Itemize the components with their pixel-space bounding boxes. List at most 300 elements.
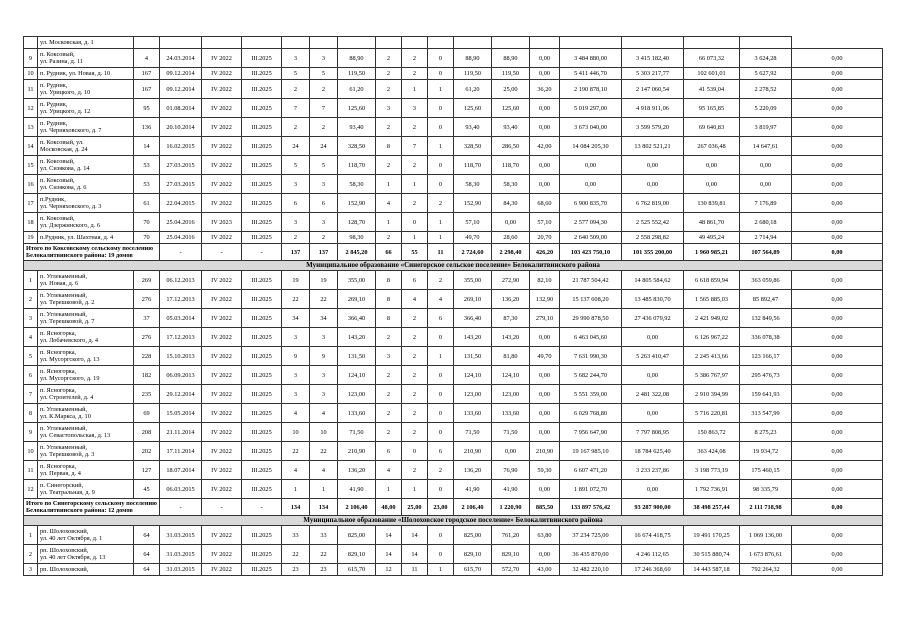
table-cell: 123,00 <box>454 385 492 404</box>
table-cell: 37 <box>134 309 160 328</box>
table-cell: 143,20 <box>492 328 530 347</box>
table-cell: 3 <box>376 99 402 118</box>
address-cell: п. Ясногорка, ул. Лобачевского, д. 4 <box>38 328 134 347</box>
table-cell: 53 <box>134 156 160 175</box>
table-cell: 0 <box>428 99 454 118</box>
table-cell: 0,00 <box>492 442 530 461</box>
table-cell: 0,00 <box>530 156 560 175</box>
table-cell: III.2025 <box>242 156 282 175</box>
table-cell: 0,00 <box>622 366 684 385</box>
table-row <box>24 385 883 404</box>
table-cell: 15.05.2014 <box>160 404 202 423</box>
table-cell: 2 <box>402 423 428 442</box>
table-cell: 6 463 045,60 <box>560 328 622 347</box>
table-cell: 1 <box>428 137 454 156</box>
table-cell: 1 <box>24 526 38 545</box>
table-cell: 0 <box>428 480 454 499</box>
table-cell: 17.12.2013 <box>160 328 202 347</box>
table-cell: 2 577 094,30 <box>560 213 622 232</box>
table-cell: 124,10 <box>454 366 492 385</box>
table-row <box>24 404 883 423</box>
table-cell: 25.04.2016 <box>160 232 202 244</box>
table-cell: 3 <box>282 366 310 385</box>
table-cell: 19 934,72 <box>740 442 792 461</box>
table-cell: 119,50 <box>492 68 530 80</box>
table-row <box>24 328 883 347</box>
table-cell: 23 <box>310 564 338 576</box>
table-cell: 2 <box>282 118 310 137</box>
table-cell: III.2025 <box>242 175 282 194</box>
total-label: Итого по Синегорскому сельскому поселению Белокалитвинского района: 12 домов <box>24 499 160 516</box>
table-cell: III.2025 <box>242 347 282 366</box>
table-cell <box>492 37 530 49</box>
address-cell: п. Рудник, ул. Новая, д. 10 <box>38 68 134 80</box>
section-header-row <box>24 261 883 271</box>
table-cell: 125,60 <box>492 99 530 118</box>
table-cell: 125,60 <box>454 99 492 118</box>
table-cell: 15 <box>24 156 38 175</box>
table-cell: 57,10 <box>530 213 560 232</box>
table-cell: 2 <box>376 156 402 175</box>
table-cell: 133,60 <box>338 404 376 423</box>
table-cell: 5 303 217,77 <box>622 68 684 80</box>
table-row <box>24 545 883 564</box>
table-cell: 286,50 <box>492 137 530 156</box>
table-cell: 64 <box>134 545 160 564</box>
table-row <box>24 37 883 49</box>
total-cell: - <box>242 499 282 516</box>
table-cell: 5 682 244,70 <box>560 366 622 385</box>
table-cell: III.2025 <box>242 213 282 232</box>
table-cell: 2 421 949,02 <box>684 309 740 328</box>
table-cell: 2 <box>402 156 428 175</box>
table-cell: 5 263 410,47 <box>622 347 684 366</box>
total-row <box>24 499 883 516</box>
table-cell: 125,60 <box>338 99 376 118</box>
table-cell: 1 <box>428 232 454 244</box>
table-cell: 0,00 <box>622 480 684 499</box>
table-cell: 6 <box>282 194 310 213</box>
table-cell: 2 <box>376 232 402 244</box>
table-cell: 1 <box>402 480 428 499</box>
table-cell: 2 <box>376 423 402 442</box>
table-cell: 17 <box>24 194 38 213</box>
table-cell: 0,00 <box>792 545 883 564</box>
table-cell: IV 2022 <box>202 385 242 404</box>
table-cell: 01.08.2014 <box>160 99 202 118</box>
table-cell: 0 <box>428 118 454 137</box>
table-cell: 208 <box>134 423 160 442</box>
table-cell: 0,00 <box>792 175 883 194</box>
table-cell: 49,70 <box>454 232 492 244</box>
table-cell: 272,90 <box>492 271 530 290</box>
table-cell: 36 435 870,00 <box>560 545 622 564</box>
address-cell: ул. Московская, д. 1 <box>38 37 134 49</box>
table-cell: 12 <box>376 564 402 576</box>
table-cell: 6 126 967,22 <box>684 328 740 347</box>
table-cell: 0,00 <box>792 385 883 404</box>
table-cell: IV 2022 <box>202 99 242 118</box>
total-cell: 2 845,20 <box>338 244 376 261</box>
table-cell: 21.11.2014 <box>160 423 202 442</box>
table-cell: 09.12.2014 <box>160 68 202 80</box>
table-cell: 0,00 <box>530 68 560 80</box>
table-cell: 14 443 587,18 <box>684 564 740 576</box>
table-cell: 0 <box>428 526 454 545</box>
table-cell <box>202 37 242 49</box>
table-cell: 131,50 <box>338 347 376 366</box>
table-cell: 5 551 359,00 <box>560 385 622 404</box>
table-row <box>24 99 883 118</box>
address-cell: п. Коксовый, ул. Сизякова, д. 14 <box>38 156 134 175</box>
table-cell: 14 <box>376 526 402 545</box>
table-cell: 0,00 <box>792 213 883 232</box>
table-cell: 84,30 <box>492 194 530 213</box>
table-cell: III.2025 <box>242 99 282 118</box>
table-cell: 123 166,17 <box>740 347 792 366</box>
table-cell: 0 <box>428 175 454 194</box>
table-cell: 0,00 <box>792 461 883 480</box>
table-cell: 1 <box>376 213 402 232</box>
table-cell: 13 485 830,70 <box>622 290 684 309</box>
table-cell: 8 <box>24 404 38 423</box>
address-cell: п. Ясногорка, ул. Мусоргского, д. 19 <box>38 366 134 385</box>
table-cell: 2 <box>310 232 338 244</box>
table-cell: 41,90 <box>492 480 530 499</box>
table-cell <box>454 37 492 49</box>
table-cell: IV 2022 <box>202 423 242 442</box>
address-cell: п. Коксовый, ул. Разина, д. 11 <box>38 49 134 68</box>
table-cell: 363 424,08 <box>684 442 740 461</box>
table-cell: 87,30 <box>492 309 530 328</box>
table-cell: 167 <box>134 80 160 99</box>
total-cell: 25,00 <box>402 499 428 516</box>
table-cell: 1 792 736,91 <box>684 480 740 499</box>
table-cell: 41 539,04 <box>684 80 740 99</box>
table-cell: 1 <box>428 213 454 232</box>
table-cell: 32 482 220,10 <box>560 564 622 576</box>
table-cell: 5 <box>310 156 338 175</box>
address-cell: п. Коксовый, ул. Сизякова, д. 6 <box>38 175 134 194</box>
table-cell: 0,00 <box>530 423 560 442</box>
table-cell: 336 078,38 <box>740 328 792 347</box>
table-cell: 3 <box>24 309 38 328</box>
table-cell: 4 <box>282 404 310 423</box>
total-cell: 137 <box>310 244 338 261</box>
table-cell: 6 <box>24 366 38 385</box>
table-cell: 133,60 <box>492 404 530 423</box>
table-cell: 2 <box>376 385 402 404</box>
table-cell: 10 <box>24 68 38 80</box>
table-cell: 6 900 835,70 <box>560 194 622 213</box>
total-cell: 426,20 <box>530 244 560 261</box>
table-cell: 0,00 <box>530 175 560 194</box>
table-cell: 202 <box>134 442 160 461</box>
table-cell: 2 <box>402 404 428 423</box>
table-row <box>24 80 883 99</box>
table-cell: 4 <box>24 328 38 347</box>
table-cell: 0,00 <box>792 194 883 213</box>
table-cell: 9 <box>24 49 38 68</box>
table-cell: 14 647,61 <box>740 137 792 156</box>
table-cell: III.2025 <box>242 461 282 480</box>
table-cell: III.2025 <box>242 49 282 68</box>
table-cell: 2 <box>402 347 428 366</box>
table-cell <box>282 37 310 49</box>
table-cell: III.2025 <box>242 385 282 404</box>
table-cell: 127 <box>134 461 160 480</box>
table-cell <box>24 37 38 49</box>
table-cell: 0,00 <box>792 423 883 442</box>
table-cell: 1 <box>376 175 402 194</box>
table-cell: 63,80 <box>530 526 560 545</box>
table-cell: IV 2022 <box>202 194 242 213</box>
table-cell: IV 2022 <box>202 309 242 328</box>
table-cell: 21 787 504,42 <box>560 271 622 290</box>
table-cell: 4 <box>282 461 310 480</box>
table-cell: 10 <box>310 423 338 442</box>
table-cell: 1 <box>402 232 428 244</box>
table-cell: 0,00 <box>530 480 560 499</box>
table-cell: 5 <box>24 347 38 366</box>
table-cell: IV 2022 <box>202 80 242 99</box>
address-cell: п. Коксовый, ул. Московская, д. 24 <box>38 137 134 156</box>
table-cell: 829,10 <box>454 545 492 564</box>
table-cell <box>684 37 740 49</box>
table-cell: 792 264,32 <box>740 564 792 576</box>
table-cell: 4 <box>428 290 454 309</box>
table-cell: 159 641,93 <box>740 385 792 404</box>
table-cell: 7 797 808,95 <box>622 423 684 442</box>
table-cell: 5 411 446,70 <box>560 68 622 80</box>
total-cell: 23,00 <box>428 499 454 516</box>
total-cell: - <box>202 244 242 261</box>
table-cell: 49 495,24 <box>684 232 740 244</box>
table-cell: 3 673 040,00 <box>560 118 622 137</box>
table-cell: 2 278,52 <box>740 80 792 99</box>
table-cell: 2 <box>402 49 428 68</box>
table-row <box>24 232 883 244</box>
table-cell <box>530 37 560 49</box>
table-cell: IV 2022 <box>202 480 242 499</box>
total-cell: 2 724,60 <box>454 244 492 261</box>
table-cell: 3 <box>376 347 402 366</box>
table-cell: 0,00 <box>740 156 792 175</box>
table-cell: 0 <box>428 385 454 404</box>
table-cell: 61,20 <box>338 80 376 99</box>
table-cell: 0,00 <box>622 156 684 175</box>
table-cell: 06.09.2013 <box>160 366 202 385</box>
table-cell: 64 <box>134 526 160 545</box>
table-cell: 152,90 <box>454 194 492 213</box>
total-cell: 38 498 257,44 <box>684 499 740 516</box>
table-cell: 22 <box>282 290 310 309</box>
table-cell: 3 599 579,20 <box>622 118 684 137</box>
table-cell: 5 <box>310 68 338 80</box>
table-cell: IV 2022 <box>202 137 242 156</box>
table-row <box>24 194 883 213</box>
table-cell: 124,10 <box>492 366 530 385</box>
table-cell: 3 484 880,00 <box>560 49 622 68</box>
table-cell: 36,20 <box>530 80 560 99</box>
table-cell: 11 <box>24 80 38 99</box>
table-cell: 8 <box>376 271 402 290</box>
table-cell: 14 <box>376 545 402 564</box>
table-cell: III.2025 <box>242 309 282 328</box>
table-cell: 3 <box>402 99 428 118</box>
table-cell: 27.03.2015 <box>160 175 202 194</box>
table-cell: 68,60 <box>530 194 560 213</box>
total-cell: 103 423 750,10 <box>560 244 622 261</box>
table-row <box>24 347 883 366</box>
table-cell: 0 <box>428 545 454 564</box>
table-cell: 2 714,94 <box>740 232 792 244</box>
table-cell: 41,90 <box>338 480 376 499</box>
table-cell: 0,00 <box>684 175 740 194</box>
table-cell: 3 <box>282 213 310 232</box>
address-cell: п. Углекаменный, ул. К.Маркса, д. 10 <box>38 404 134 423</box>
table-cell: 0,00 <box>792 99 883 118</box>
table-cell: 2 <box>376 366 402 385</box>
table-cell: 22.04.2015 <box>160 194 202 213</box>
table-cell: IV 2022 <box>202 232 242 244</box>
table-cell: 28,60 <box>492 232 530 244</box>
table-cell: 0,00 <box>530 545 560 564</box>
table-cell: 53 <box>134 175 160 194</box>
table-cell: 128,70 <box>338 213 376 232</box>
table-cell: 0,00 <box>530 49 560 68</box>
table-cell: 18 <box>24 213 38 232</box>
table-cell: 17.11.2014 <box>160 442 202 461</box>
table-cell: 29.12.2014 <box>160 385 202 404</box>
table-cell: 0,00 <box>792 118 883 137</box>
total-row <box>24 244 883 261</box>
table-cell: 0,00 <box>560 156 622 175</box>
table-cell: 132,90 <box>530 290 560 309</box>
table-cell: 23 <box>282 564 310 576</box>
table-cell: 175 460,15 <box>740 461 792 480</box>
table-cell: III.2025 <box>242 118 282 137</box>
table-cell: 43,00 <box>530 564 560 576</box>
total-cell: - <box>160 244 202 261</box>
table-cell: 06.03.2015 <box>160 480 202 499</box>
table-cell: 1 <box>428 564 454 576</box>
table-cell: 118,70 <box>492 156 530 175</box>
table-cell: 8 <box>376 290 402 309</box>
table-cell: 19 <box>24 232 38 244</box>
table-row <box>24 68 883 80</box>
table-cell: 2 <box>402 194 428 213</box>
table-cell: 16.02.2015 <box>160 137 202 156</box>
total-cell: 885,50 <box>530 499 560 516</box>
table-cell: 93,40 <box>338 118 376 137</box>
table-cell: 136,20 <box>338 461 376 480</box>
table-cell: 0,00 <box>492 213 530 232</box>
table-cell: III.2025 <box>242 526 282 545</box>
table-cell: IV 2022 <box>202 271 242 290</box>
table-cell: 130 839,81 <box>684 194 740 213</box>
table-cell: 6 618 859,94 <box>684 271 740 290</box>
address-cell: п. Углекаменный, ул. Терешковой, д. 3 <box>38 442 134 461</box>
total-cell: - <box>242 244 282 261</box>
table-cell: 22 <box>310 442 338 461</box>
table-cell: 20,70 <box>530 232 560 244</box>
table-cell: 269,10 <box>454 290 492 309</box>
address-cell: п. Углекаменный, ул. Новая, д. 6 <box>38 271 134 290</box>
table-cell: 1 673 876,61 <box>740 545 792 564</box>
table-cell: III.2025 <box>242 545 282 564</box>
table-cell: 2 <box>282 232 310 244</box>
table-cell: 2 680,18 <box>740 213 792 232</box>
table-row <box>24 423 883 442</box>
table-cell: 93,40 <box>454 118 492 137</box>
table-cell: 228 <box>134 347 160 366</box>
table-row <box>24 271 883 290</box>
table-cell: 2 <box>310 80 338 99</box>
table-cell: 4 918 911,06 <box>622 99 684 118</box>
table-cell: 71,50 <box>338 423 376 442</box>
table-cell: 0,00 <box>740 175 792 194</box>
table-cell: 2 245 413,66 <box>684 347 740 366</box>
table-cell: 11 <box>402 564 428 576</box>
table-cell: 17.12.2013 <box>160 290 202 309</box>
table-cell: 59,30 <box>530 461 560 480</box>
table-cell: 22 <box>282 442 310 461</box>
table-cell: 2 558 298,82 <box>622 232 684 244</box>
table-cell: 3 <box>310 328 338 347</box>
address-cell: п. Ясногорка, ул. Мусоргского, д. 13 <box>38 347 134 366</box>
table-cell: 572,70 <box>492 564 530 576</box>
table-cell <box>402 37 428 49</box>
table-cell: 3 <box>310 366 338 385</box>
table-cell: 69 <box>134 404 160 423</box>
table-cell: 2 <box>376 328 402 347</box>
table-cell: 31.03.2015 <box>160 545 202 564</box>
table-cell: 2 <box>24 290 38 309</box>
table-row <box>24 49 883 68</box>
table-cell: 0 <box>428 68 454 80</box>
table-cell: 49,70 <box>530 347 560 366</box>
table-cell: 41,90 <box>454 480 492 499</box>
table-row <box>24 366 883 385</box>
table-cell: 8 <box>376 137 402 156</box>
total-label: Итого по Коксовскому сельскому поселению Белокалитвинского района: 19 домов <box>24 244 160 261</box>
table-cell: 82,10 <box>530 271 560 290</box>
table-cell: 7 <box>24 385 38 404</box>
table-cell: 70 <box>134 232 160 244</box>
address-cell: рп. Шолоховский, ул. 40 лет Октября, д. 13 <box>38 545 134 564</box>
table-cell: 06.12.2013 <box>160 271 202 290</box>
total-cell: 11 <box>428 244 454 261</box>
table-cell: 2 910 394,99 <box>684 385 740 404</box>
table-cell: 27 436 079,92 <box>622 309 684 328</box>
total-cell: 2 106,40 <box>454 499 492 516</box>
table-cell: 0,00 <box>792 290 883 309</box>
table-cell: III.2025 <box>242 404 282 423</box>
table-cell: 124,10 <box>338 366 376 385</box>
table-cell: 98 335,79 <box>740 480 792 499</box>
table-cell <box>376 37 402 49</box>
table-cell: 143,20 <box>338 328 376 347</box>
table-cell: 0 <box>402 442 428 461</box>
table-cell: 0 <box>428 404 454 423</box>
table-cell: III.2025 <box>242 137 282 156</box>
table-cell: 0,00 <box>792 404 883 423</box>
table-cell <box>740 37 792 49</box>
table-cell: 0,00 <box>792 526 883 545</box>
table-cell: 0,00 <box>792 480 883 499</box>
table-cell: 29 990 878,50 <box>560 309 622 328</box>
